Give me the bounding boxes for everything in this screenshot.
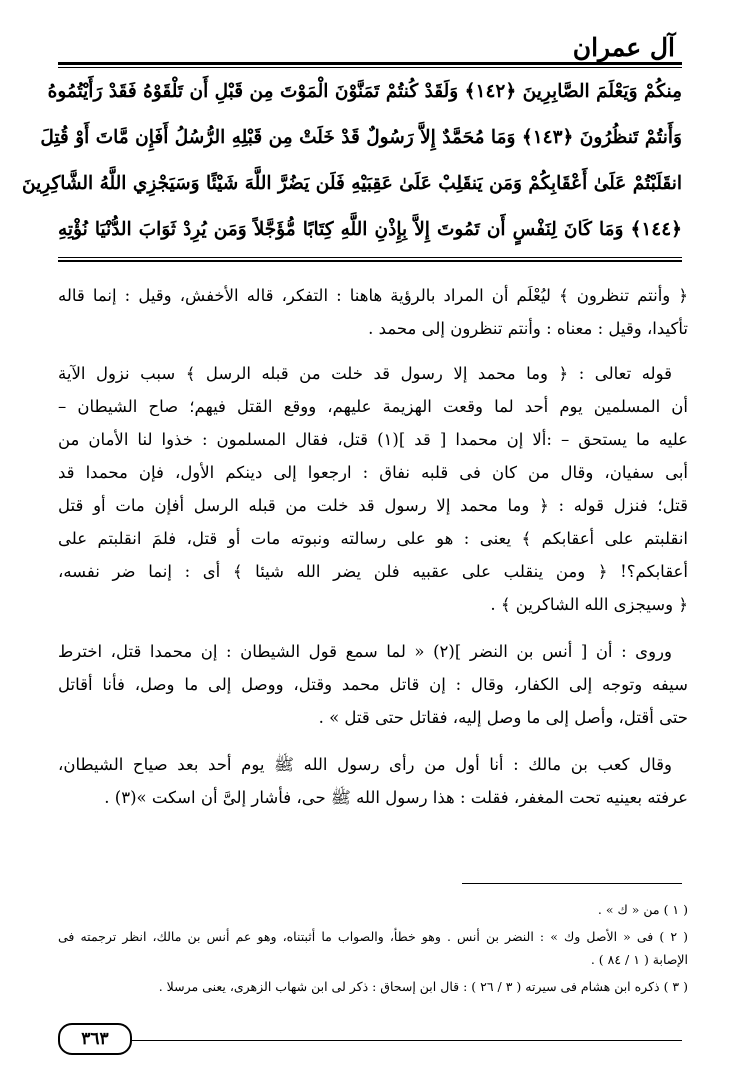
footnote: ( ٢ ) فى « الأصل وك » : النضر بن أنس . وهو خطأ، والصواب ما أثبتناه، وهو عم أنس بن مالك، انظر ترجمته فى bbox=[58, 929, 688, 944]
commentary-line: قتل؛ فنزل قوله : ﴿ وما محمد إلا رسول قد خلت من قبله الرسل أفإن مات أو قتل bbox=[58, 496, 688, 515]
commentary-line: تأكيدا، وقيل : معناه : وأنتم تنظرون إلى محمد . bbox=[368, 319, 688, 338]
footnote: الإصابة ( ١ / ٨٤ ) . bbox=[590, 952, 688, 967]
commentary-line: قوله تعالى : ﴿ وما محمد إلا رسول قد خلت من قبله الرسل ﴾ سبب نزول الآية bbox=[58, 364, 672, 383]
quran-frame-top-rule-thin bbox=[58, 67, 682, 68]
quran-frame-top-rule bbox=[58, 62, 682, 65]
quran-line: انقَلَبْتُمْ عَلَىٰ أَعْقَابِكُمْ وَمَن يَنقَلِبْ عَلَىٰ عَقِبَيْهِ فَلَن يَضُرَّ اللَّهَ شَيْئًا وَسَيَجْزِي اللَّهُ الشَّاكِرِينَ bbox=[22, 173, 682, 194]
commentary-line: انقلبتم على أعقابكم ﴾ يعنى : هو على رسالته ونبوته مات أو قتل، فلمَ انقلبتم على bbox=[58, 529, 688, 548]
commentary-line: سيفه وتوجه إلى الكفار، وقال : إن قاتل محمد وقتل، ووصل إلى ما وصل، فأنا أقاتل bbox=[58, 675, 688, 694]
quran-frame-bottom-rule bbox=[58, 260, 682, 262]
quran-line: ﴿١٤٤﴾ وَمَا كَانَ لِنَفْسٍ أَن تَمُوتَ إِلاَّ بِإِذْنِ اللَّهِ كِتَابًا مُّؤَجَّلاً وَمَن يُرِدْ ثَوَابَ الدُّنْيَا نُؤْتِهِ bbox=[58, 219, 682, 240]
commentary-line: وقال كعب بن مالك : أنا أول من رأى رسول الله ﷺ يوم أحد بعد صياح الشيطان، bbox=[58, 755, 672, 774]
commentary-line: أن المسلمين يوم أحد لما وقعت الهزيمة عليهم، ووقع القتل فيهم؛ صاح الشيطان – bbox=[58, 397, 688, 416]
commentary-line: أعقابكم؟! ﴿ ومن ينقلب على عقبيه فلن يضر الله شيئا ﴾ أى : إنما ضر نفسه، bbox=[58, 562, 688, 581]
commentary-line: عرفته بعينيه تحت المغفر، فقلت : هذا رسول الله ﷺ حى، فأشار إلىَّ أن اسكت »(٣) . bbox=[104, 788, 688, 807]
commentary-line: أبى سفيان، وقال من كان فى قلبه نفاق : ارجعوا إلى دينكم الأول، فإن محمدا قد bbox=[58, 463, 688, 482]
commentary-line: ﴿ وأنتم تنظرون ﴾ ليُعْلَم أن المراد بالرؤية هاهنا : التفكر، قاله الأخفش، وقيل : إنما قاله bbox=[58, 286, 688, 305]
page-number: ٣٦٣ bbox=[58, 1023, 132, 1055]
commentary-line: عليه ما يستحق – :ألا إن محمدا [ قد ](١) قتل، فقال المسلمون : خذوا لنا الأمان من bbox=[58, 430, 688, 449]
commentary-line: ﴿ وسيجزى الله الشاكرين ﴾ . bbox=[490, 595, 688, 614]
quran-line: مِنكُمْ وَيَعْلَمَ الصَّابِرِينَ ﴿١٤٢﴾ وَلَقَدْ كُنتُمْ تَمَنَّوْنَ الْمَوْتَ مِن قَبْلِ أَن تَلْقَوْهُ فَقَدْ رَأَيْتُمُوهُ bbox=[47, 81, 682, 102]
footnote: ( ١ ) من « ك » . bbox=[597, 902, 688, 917]
footnote: ( ٣ ) ذكره ابن هشام فى سيرته ( ٣ / ٢٦ ) : قال ابن إسحاق : ذكر لى ابن شهاب الزهرى، يعنى مرسلا . bbox=[158, 979, 688, 994]
quran-line: وَأَنتُمْ تَنظُرُونَ ﴿١٤٣﴾ وَمَا مُحَمَّدٌ إِلاَّ رَسُولٌ قَدْ خَلَتْ مِن قَبْلِهِ الرُّسُلُ أَفَإِن مَّاتَ أَوْ قُتِلَ bbox=[40, 127, 682, 148]
page-bottom-rule bbox=[130, 1040, 682, 1041]
commentary-line: حتى أقتل، وأصل إلى ما وصل إليه، فقاتل حتى قتل » . bbox=[318, 708, 688, 727]
commentary-line: وروى : أن [ أنس بن النضر ](٢) « لما سمع قول الشيطان : إن محمدا قتل، اخترط bbox=[58, 642, 672, 661]
quran-frame-bottom-rule-thin bbox=[58, 257, 682, 258]
footnote-separator bbox=[462, 883, 682, 884]
surah-title: آل عمران bbox=[572, 33, 675, 62]
